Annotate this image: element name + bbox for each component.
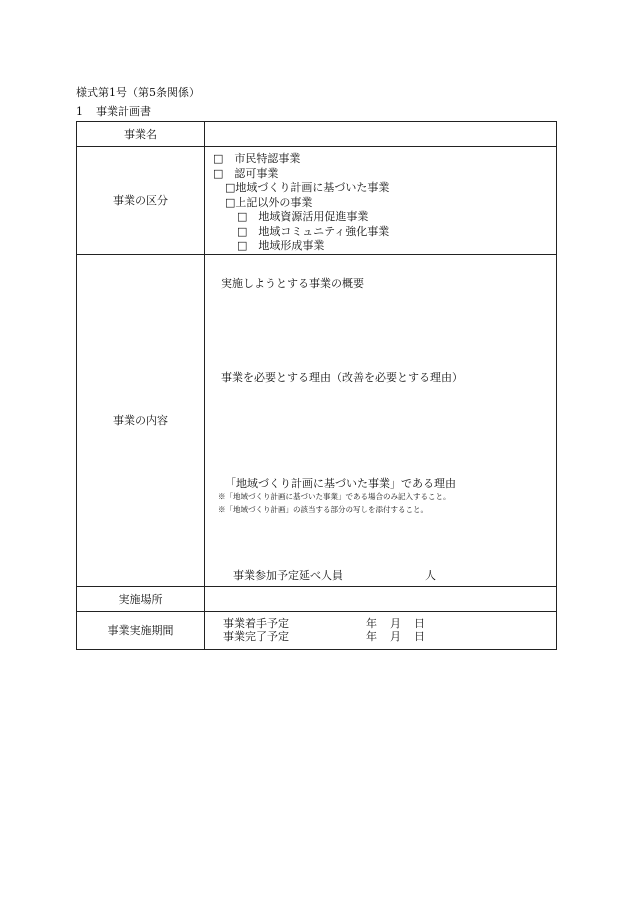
business-category-field <box>205 147 557 255</box>
end-year-unit: 年 <box>366 629 377 643</box>
period-field <box>205 611 557 649</box>
business-plan-table <box>76 121 557 650</box>
section-title-text: 事業計画書 <box>96 105 151 118</box>
start-date-line[interactable] <box>223 617 556 630</box>
end-month-unit: 月 <box>390 629 401 643</box>
row-period <box>77 611 557 649</box>
option-citizen-special[interactable]: □ 市民特認事業 <box>213 152 301 165</box>
row-location <box>77 586 557 611</box>
option-region-formation[interactable]: □ 地域形成事業 <box>237 239 325 252</box>
label-business-name: 事業名 <box>77 122 205 147</box>
participants-label: 事業参加予定延べ人員 <box>233 568 343 582</box>
option-authorized[interactable]: □ 認可事業 <box>213 166 279 180</box>
option-other[interactable]: □上記以外の事業 <box>225 195 313 209</box>
option-plan-based[interactable]: □地域づくり計画に基づいた事業 <box>225 181 390 194</box>
row-business-content <box>77 254 557 586</box>
option-resource-promotion[interactable]: □ 地域資源活用促進事業 <box>237 210 369 223</box>
row-business-name <box>77 122 557 147</box>
note-plan-only: ※「地域づくり計画に基づいた事業」である場合のみ記入すること。 <box>218 491 451 501</box>
overview-heading: 実施しようとする事業の概要 <box>221 276 364 290</box>
form-number: 様式第1号（第5条関係） <box>76 86 200 99</box>
section-title <box>76 103 151 119</box>
label-business-category: 事業の区分 <box>77 147 205 255</box>
end-date-line[interactable] <box>223 630 556 643</box>
participants-unit: 人 <box>425 568 436 582</box>
row-business-category <box>77 147 557 255</box>
label-business-content: 事業の内容 <box>77 254 205 586</box>
start-year-unit: 年 <box>366 616 377 630</box>
start-day-unit: 日 <box>414 616 425 630</box>
end-date-label: 事業完了予定 <box>223 629 289 643</box>
start-month-unit: 月 <box>390 616 401 630</box>
plan-reason-heading: 「地域づくり計画に基づいた事業」である理由 <box>225 476 456 490</box>
end-day-unit: 日 <box>414 629 425 643</box>
label-location: 実施場所 <box>77 586 205 611</box>
note-attach-copy: ※「地域づくり計画」の該当する部分の写しを添付すること。 <box>218 504 428 514</box>
reason-heading: 事業を必要とする理由（改善を必要とする理由） <box>221 370 463 384</box>
start-date-label: 事業着手予定 <box>223 616 289 630</box>
business-content-field[interactable] <box>205 254 557 586</box>
location-field[interactable] <box>205 586 557 611</box>
business-name-field[interactable] <box>205 122 557 147</box>
section-number: 1 <box>76 105 83 118</box>
option-community-strengthen[interactable]: □ 地域コミュニティ強化事業 <box>237 224 390 238</box>
label-period: 事業実施期間 <box>77 611 205 649</box>
